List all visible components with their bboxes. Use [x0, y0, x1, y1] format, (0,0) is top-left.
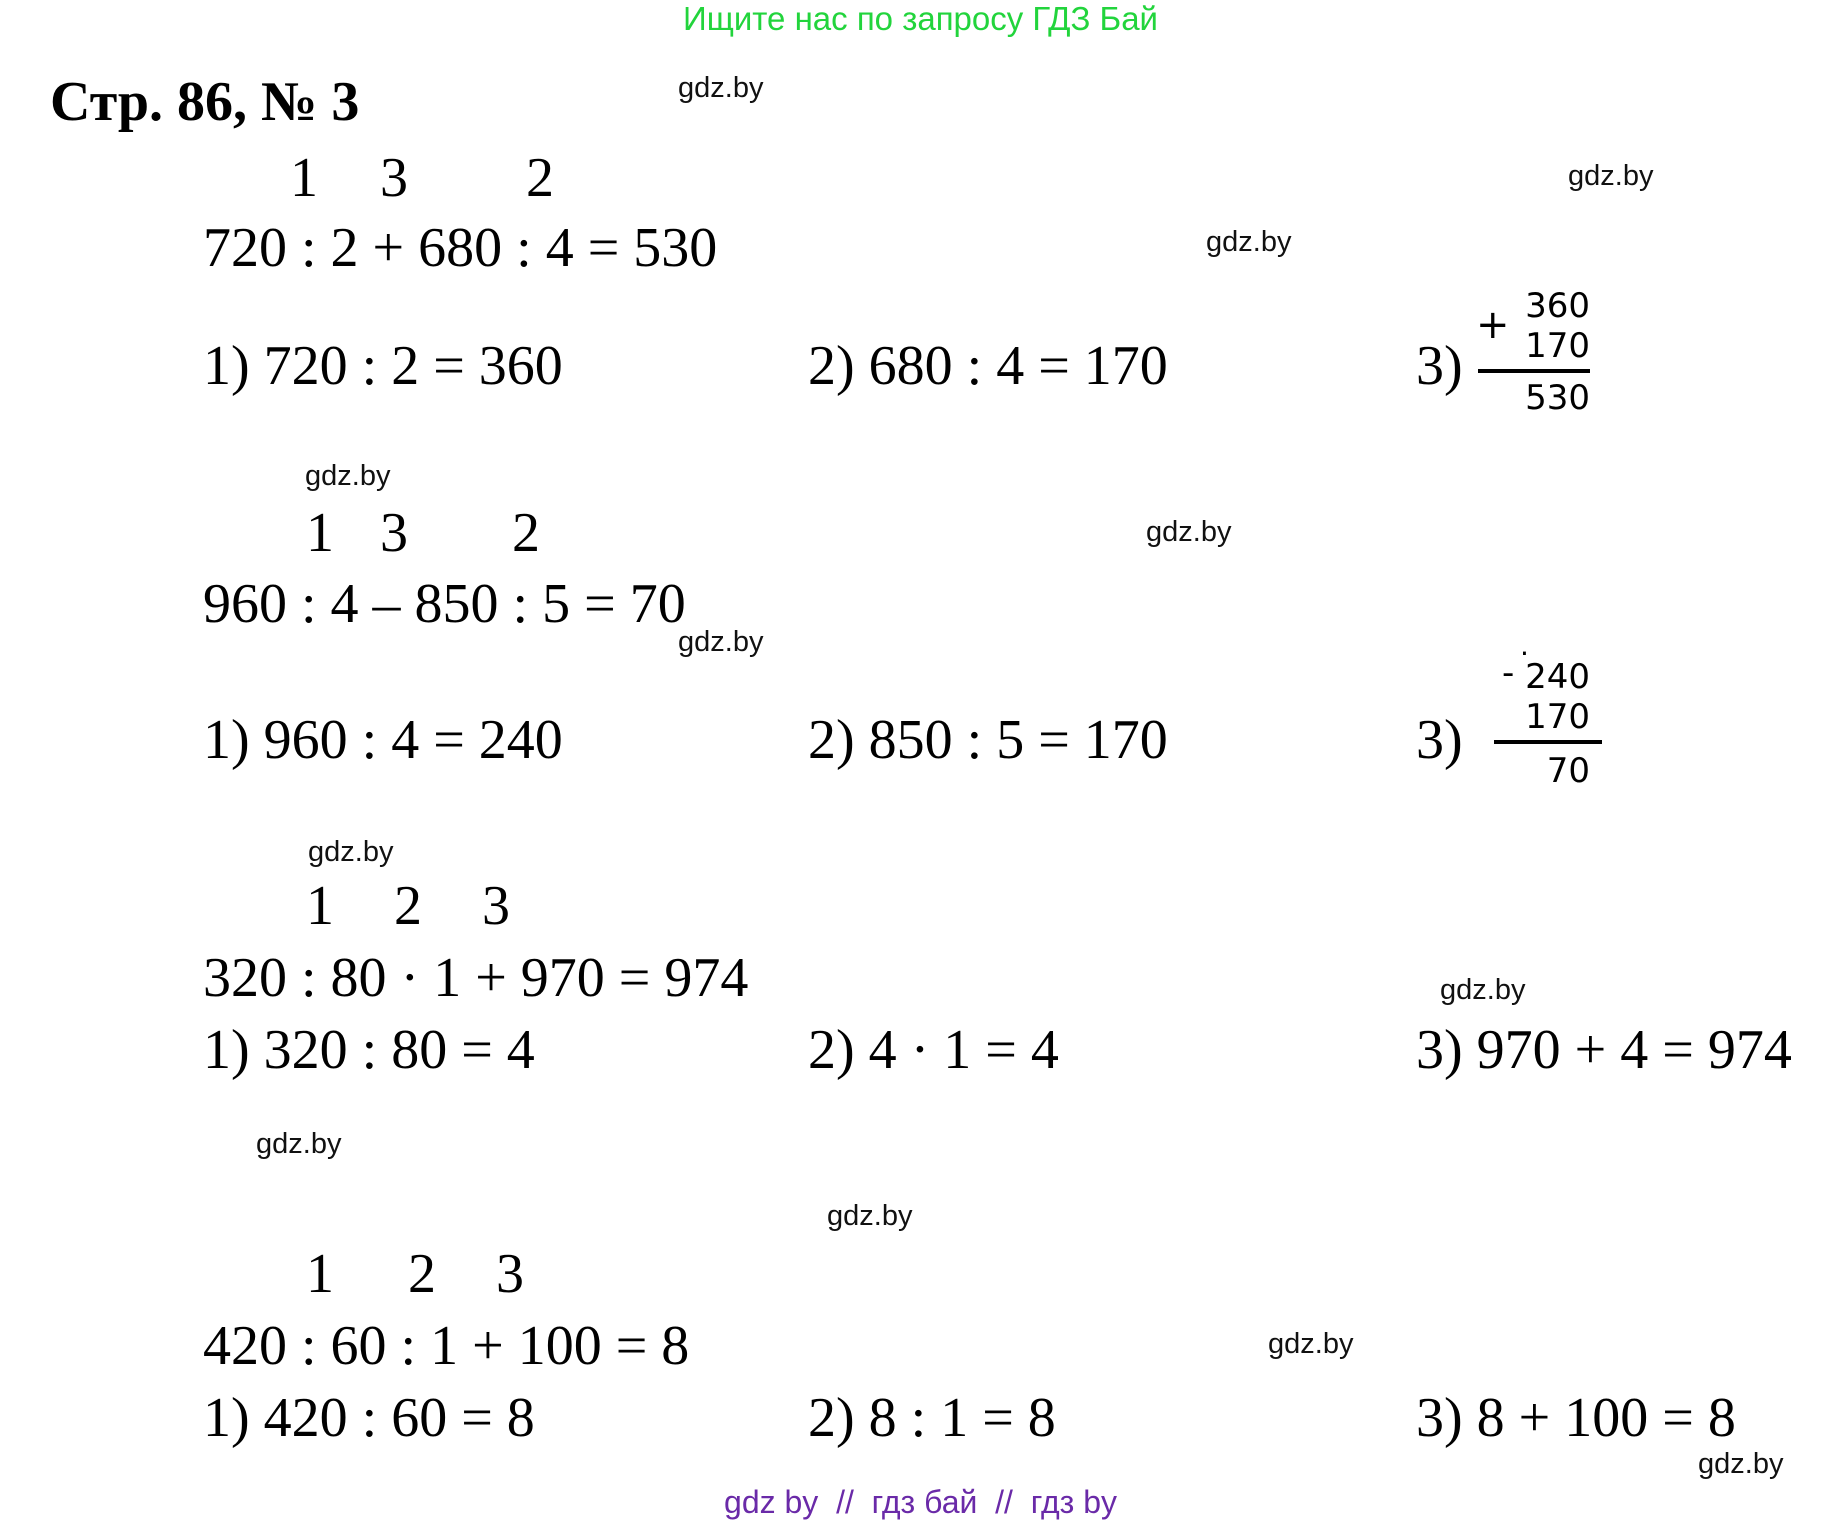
- column-result: 70: [1546, 751, 1590, 791]
- order-number: 2: [526, 147, 554, 209]
- order-number: 3: [496, 1243, 524, 1305]
- step-2: 2) 4 · 1 = 4: [808, 1019, 1059, 1081]
- watermark: gdz.by: [1440, 974, 1526, 1006]
- page-heading: Стр. 86, № 3: [50, 71, 360, 133]
- column-result: 530: [1525, 378, 1590, 418]
- plus-sign: +: [1476, 302, 1510, 348]
- watermark: gdz.by: [1268, 1328, 1354, 1360]
- column-bottom: 170: [1525, 697, 1590, 737]
- step-3-label: 3): [1416, 709, 1463, 771]
- column-subtraction: [1490, 629, 1602, 791]
- column-bottom: 170: [1525, 326, 1590, 366]
- watermark: gdz.by: [1698, 1448, 1784, 1480]
- expression: 960 : 4 – 850 : 5 = 70: [203, 573, 686, 635]
- watermark: gdz.by: [256, 1128, 342, 1160]
- step-1: 1) 960 : 4 = 240: [203, 709, 563, 771]
- order-number: 1: [306, 875, 334, 937]
- order-number: 1: [306, 1243, 334, 1305]
- watermark: gdz.by: [827, 1200, 913, 1232]
- step-2: 2) 850 : 5 = 170: [808, 709, 1168, 771]
- difference-line: [1494, 740, 1602, 744]
- watermark: gdz.by: [678, 72, 764, 104]
- step-3: 3) 970 + 4 = 974: [1416, 1019, 1792, 1081]
- column-addition: [1470, 285, 1590, 425]
- column-top: 360: [1525, 286, 1590, 326]
- step-2: 2) 8 : 1 = 8: [808, 1387, 1056, 1449]
- order-number: 2: [394, 875, 422, 937]
- sum-line: [1478, 369, 1590, 373]
- column-top: 240: [1525, 657, 1590, 697]
- step-3-label: 3): [1416, 335, 1463, 397]
- expression: 320 : 80 · 1 + 970 = 974: [203, 947, 749, 1009]
- watermark: gdz.by: [308, 836, 394, 868]
- watermark: gdz.by: [678, 626, 764, 658]
- expression: 720 : 2 + 680 : 4 = 530: [203, 217, 718, 279]
- order-number: 2: [512, 502, 540, 564]
- borrow-dot: .: [1520, 629, 1529, 662]
- step-3: 3) 8 + 100 = 8: [1416, 1387, 1736, 1449]
- order-number: 1: [306, 502, 334, 564]
- order-number: 3: [482, 875, 510, 937]
- order-number: 3: [380, 502, 408, 564]
- minus-sign: -: [1502, 653, 1515, 693]
- step-1: 1) 320 : 80 = 4: [203, 1019, 535, 1081]
- step-1: 1) 720 : 2 = 360: [203, 335, 563, 397]
- order-number: 2: [408, 1243, 436, 1305]
- search-banner: Ищите нас по запросу ГДЗ Бай: [683, 0, 1158, 37]
- expression: 420 : 60 : 1 + 100 = 8: [203, 1315, 690, 1377]
- footer-links: gdz by // гдз бай // гдз by: [724, 1484, 1117, 1520]
- order-number: 3: [380, 147, 408, 209]
- watermark: gdz.by: [1206, 226, 1292, 258]
- step-2: 2) 680 : 4 = 170: [808, 335, 1168, 397]
- watermark: gdz.by: [305, 460, 391, 492]
- watermark: gdz.by: [1568, 160, 1654, 192]
- step-1: 1) 420 : 60 = 8: [203, 1387, 535, 1449]
- watermark: gdz.by: [1146, 516, 1232, 548]
- order-number: 1: [290, 147, 318, 209]
